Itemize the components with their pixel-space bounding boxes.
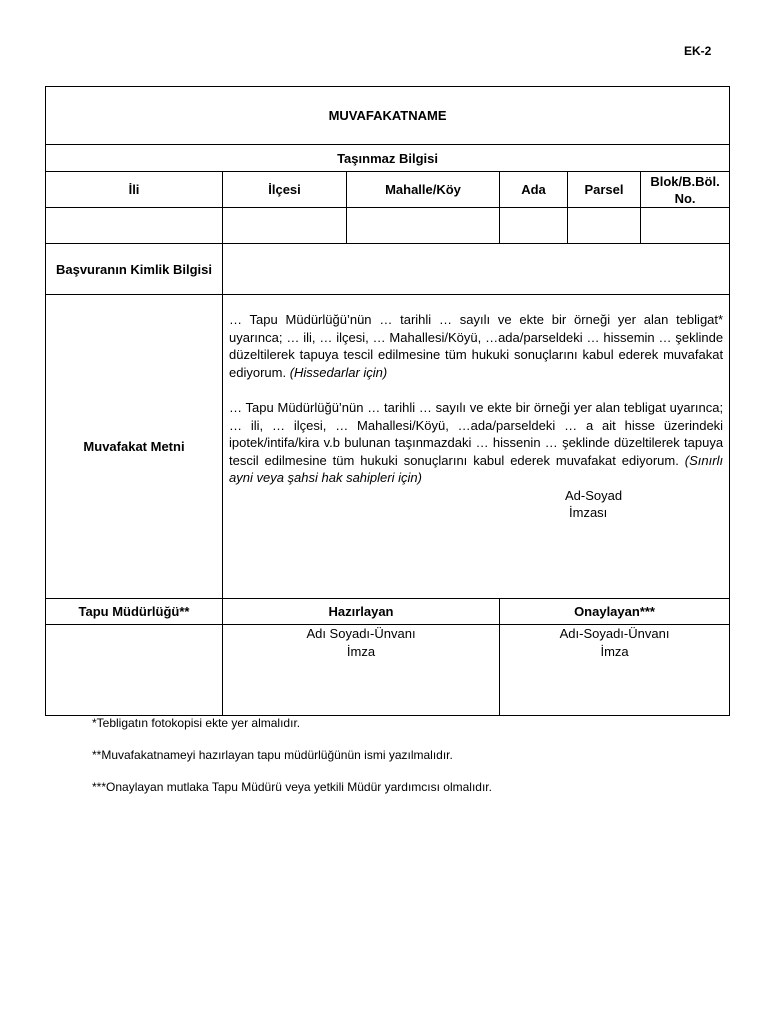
signer-block	[229, 487, 723, 522]
approved-name-label: Adı-Soyadı-Ünvanı	[559, 626, 670, 641]
land-registry-office-field[interactable]	[46, 625, 223, 716]
unit-no-field[interactable]	[641, 208, 730, 244]
column-header-parcel: Parsel	[568, 172, 641, 208]
district-field[interactable]	[223, 208, 347, 244]
applicant-identity-field[interactable]	[223, 244, 730, 295]
footnote-notification-copy: *Tebligatın fotokopisi ekte yer almalıdır.	[92, 716, 301, 730]
property-section-title: Taşınmaz Bilgisi	[46, 145, 730, 172]
footnotes	[92, 715, 492, 811]
form-title: MUVAFAKATNAME	[46, 87, 730, 145]
consent-paragraph-right-holders	[229, 399, 723, 487]
province-field[interactable]	[46, 208, 223, 244]
consent-paragraph-2-text: … Tapu Müdürlüğü’nün … tarihli … sayılı ve ekte bir örneği yer alan tebligat uyarınca; … ili, … ilçesi, … Mahallesi/Köyü, …ada/parseldeki … a ait hisse üzerindeki ipotek/intifa/kira v.b bulunan taşınmazdaki … hissenin … şeklinde düzeltilerek tapuya tescil edilmesine tüm hukuki sonuçlarını kabul ederek muvafakat ediyorum.	[229, 400, 724, 468]
prepared-name-label: Adı Soyadı-Ünvanı	[306, 626, 416, 641]
annex-label: EK-2	[684, 44, 712, 58]
neighborhood-field[interactable]	[347, 208, 500, 244]
parcel-field[interactable]	[568, 208, 641, 244]
signer-name-label: Ad-Soyad	[565, 487, 623, 503]
prepared-by-signature-cell[interactable]	[223, 625, 500, 716]
prepared-by-label: Hazırlayan	[223, 599, 500, 625]
land-registry-office-label: Tapu Müdürlüğü**	[46, 599, 223, 625]
column-header-unit-no: Blok/B.Böl. No.	[641, 172, 730, 208]
footnote-approver: ***Onaylayan mutlaka Tapu Müdürü veya yetkili Müdür yardımcısı olmalıdır.	[92, 780, 492, 794]
consent-paragraph-shareholders	[229, 311, 723, 381]
footnote-office-name: **Muvafakatnameyi hazırlayan tapu müdürlüğünün ismi yazılmalıdır.	[92, 748, 453, 762]
consent-text-label: Muvafakat Metni	[46, 295, 223, 599]
block-field[interactable]	[500, 208, 568, 244]
applicant-identity-label: Başvuranın Kimlik Bilgisi	[46, 244, 223, 295]
consent-form-table	[45, 86, 730, 716]
column-header-province: İli	[46, 172, 223, 208]
consent-text-cell	[223, 295, 730, 599]
column-header-district: İlçesi	[223, 172, 347, 208]
consent-paragraph-2-note: (Sınırlı ayni veya şahsi hak sahipleri için)	[229, 452, 724, 485]
column-header-block: Ada	[500, 172, 568, 208]
approved-by-label: Onaylayan***	[500, 599, 730, 625]
approved-by-signature-cell[interactable]	[500, 625, 730, 716]
column-header-neighborhood: Mahalle/Köy	[347, 172, 500, 208]
signer-signature-label: İmzası	[569, 505, 608, 520]
prepared-signature-label: İmza	[346, 644, 376, 659]
consent-paragraph-1-note: (Hissedarlar için)	[289, 364, 388, 380]
approved-signature-label: İmza	[600, 644, 629, 659]
consent-paragraph-1-text: … Tapu Müdürlüğü’nün … tarihli … sayılı ve ekte bir örneği yer alan tebligat* uyarınca; … ili, … ilçesi, … Mahallesi/Köyü, …ada/parseldeki … hissemin … şeklinde düzeltilerek tapuya tescil edilmesine tüm hukuki sonuçlarını kabul ederek muvafakat ediyorum.	[229, 312, 724, 380]
